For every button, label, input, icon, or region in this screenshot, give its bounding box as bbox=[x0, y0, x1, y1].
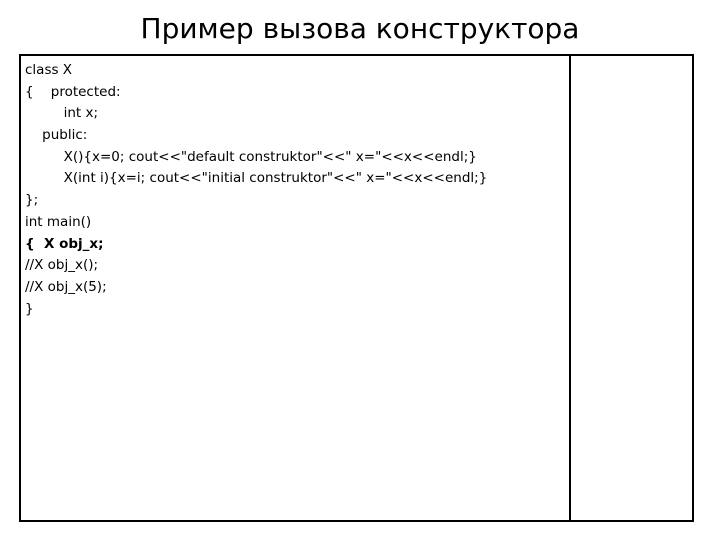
code-line-6: X(int i){x=i; cout<<"initial construktor"<<" x="<<x<<endl;} bbox=[25, 170, 488, 187]
output-cell bbox=[571, 56, 692, 520]
code-line-8: int main() bbox=[25, 213, 92, 230]
code-line-5: X(){x=0; cout<<"default construktor"<<" x="<<x<<endl;} bbox=[25, 148, 477, 165]
code-line-4: public: bbox=[25, 127, 88, 144]
code-line-1: class X bbox=[25, 62, 73, 78]
code-line-11: //X obj_x(5); bbox=[25, 278, 107, 295]
code-line-3: int x; bbox=[25, 105, 99, 122]
code-line-7: }; bbox=[25, 192, 39, 209]
code-line-10: //X obj_x(); bbox=[25, 257, 99, 274]
code-line-9: { X obj_x; bbox=[25, 235, 104, 252]
code-table bbox=[19, 54, 694, 522]
code-line-12: } bbox=[25, 300, 34, 317]
slide-title: Пример вызова конструктора bbox=[140, 12, 580, 45]
code-line-2: { protected: bbox=[25, 83, 121, 100]
code-cell bbox=[21, 56, 571, 520]
